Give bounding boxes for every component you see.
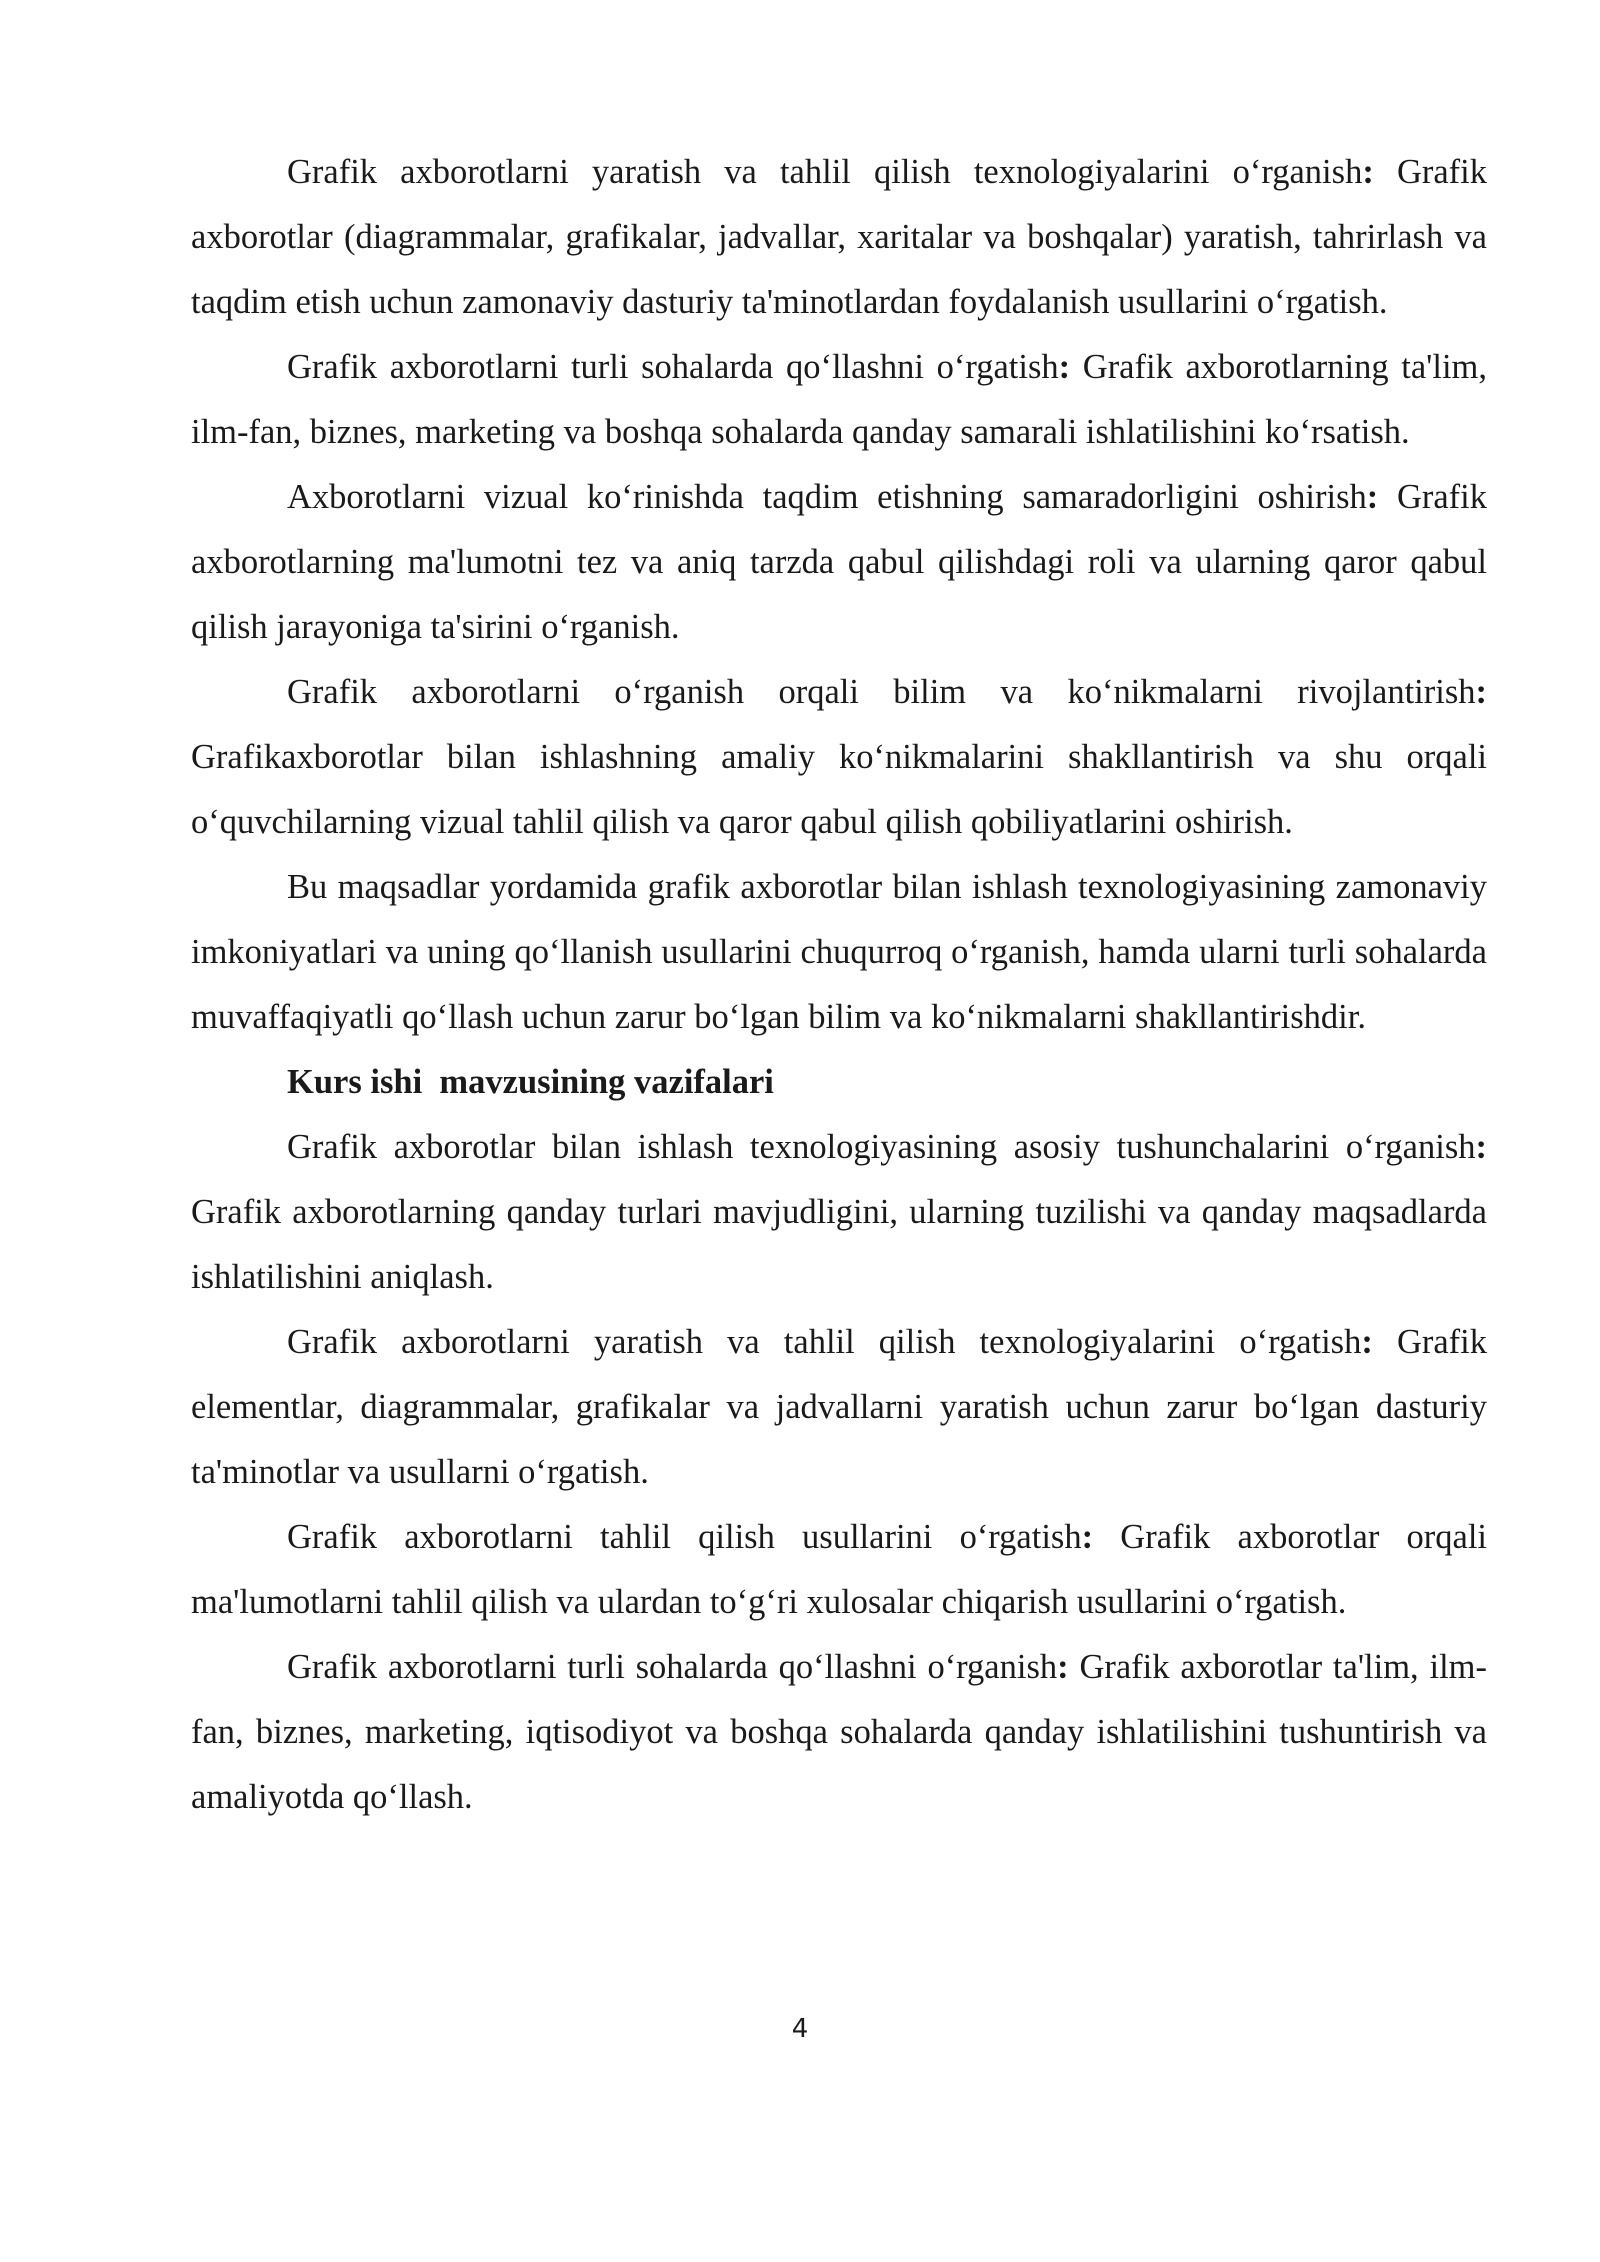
paragraph-lead: Axborotlarni vizual ko‘rinishda taqdim etishning samaradorligini oshirish [287, 478, 1367, 516]
task-paragraph [191, 1505, 1487, 1635]
paragraph-colon: : [1475, 673, 1487, 711]
paragraph-body: Grafik elementlar, diagrammalar, grafikalar va jadvallarni yaratish uchun zarur bo‘lgan dasturiy ta'minotlar va usullarni o‘rgatish. [191, 1323, 1487, 1491]
paragraph-body: Grafikaxborotlar bilan ishlashning amaliy ko‘nikmalarini shakllantirish va shu orqali o‘quvchilarning vizual tahlil qilish va qaror qabul qilish qobiliyatlarini oshirish. [191, 738, 1487, 841]
paragraph-lead: Grafik axborotlarni turli sohalarda qo‘llashni o‘rgatish [287, 348, 1059, 386]
tasks-heading: Kurs ishi mavzusining vazifalari [287, 1063, 774, 1101]
paragraph-lead: Grafik axborotlar bilan ishlash texnologiyasining asosiy tushunchalarini o‘rganish [287, 1128, 1476, 1166]
goal-paragraph [191, 335, 1487, 465]
goal-paragraph [191, 660, 1487, 855]
body-text [191, 140, 1487, 1830]
paragraph-body: Grafik axborotlar orqali ma'lumotlarni tahlil qilish va ulardan to‘g‘ri xulosalar chiqarish usullarini o‘rgatish. [191, 1518, 1487, 1621]
paragraph-colon: : [1081, 1518, 1094, 1556]
page-number: 4 [791, 2014, 809, 2044]
paragraph-body: Grafik axborotlarning ta'lim, ilm-fan, biznes, marketing va boshqa sohalarda qanday samarali ishlatilishini ko‘rsatish. [191, 348, 1487, 451]
paragraph-lead: Grafik axborotlarni yaratish va tahlil qilish texnologiyalarini o‘rgatish [287, 1323, 1362, 1361]
summary-paragraph: Bu maqsadlar yordamida grafik axborotlar bilan ishlash texnologiyasining zamonaviy imkoniyatlari va uning qo‘llanish usullarini chuqurroq o‘rganish, hamda ularni turli sohalarda muvaffaqiyatli qo‘llash uchun zarur bo‘lgan bilim va ko‘nikmalarni shakllantirishdir. [191, 868, 1487, 1036]
paragraph-colon: : [1361, 1323, 1373, 1361]
task-paragraph [191, 1115, 1487, 1310]
paragraph-colon: : [1057, 1648, 1069, 1686]
paragraph-colon: : [1366, 478, 1379, 516]
task-paragraph [191, 1310, 1487, 1505]
paragraph-body: Grafik axborotlarning ma'lumotni tez va aniq tarzda qabul qilishdagi roli va ularning qaror qabul qilish jarayoniga ta'sirini o‘rganish. [191, 478, 1487, 646]
goal-paragraph [191, 465, 1487, 660]
paragraph-colon: : [1475, 1128, 1487, 1166]
paragraph-body: Grafik axborotlar (diagrammalar, grafikalar, jadvallar, xaritalar va boshqalar) yaratish, tahrirlash va taqdim etish uchun zamonaviy dasturiy ta'minotlardan foydalanish usullarini o‘rgatish. [191, 153, 1488, 321]
paragraph-body: Grafik axborotlar ta'lim, ilm-fan, biznes, marketing, iqtisodiyot va boshqa sohalarda qanday ishlatilishini tushuntirish va amaliyotda qo‘llash. [191, 1648, 1487, 1816]
paragraph-lead: Grafik axborotlarni turli sohalarda qo‘llashni o‘rganish [287, 1648, 1058, 1686]
paragraph-lead: Grafik axborotlarni o‘rganish orqali bilim va ko‘nikmalarni rivojlantirish [287, 673, 1476, 711]
goal-paragraph [191, 140, 1487, 335]
paragraph-lead: Grafik axborotlarni yaratish va tahlil qilish texnologiyalarini o‘rganish [287, 153, 1363, 191]
paragraph-body: Grafik axborotlarning qanday turlari mavjudligini, ularning tuzilishi va qanday maqsadlarda ishlatilishini aniqlash. [191, 1193, 1487, 1296]
task-paragraph [191, 1635, 1487, 1830]
paragraph-lead: Grafik axborotlarni tahlil qilish usullarini o‘rgatish [287, 1518, 1082, 1556]
paragraph-colon: : [1058, 348, 1071, 386]
paragraph-colon: : [1362, 153, 1374, 191]
